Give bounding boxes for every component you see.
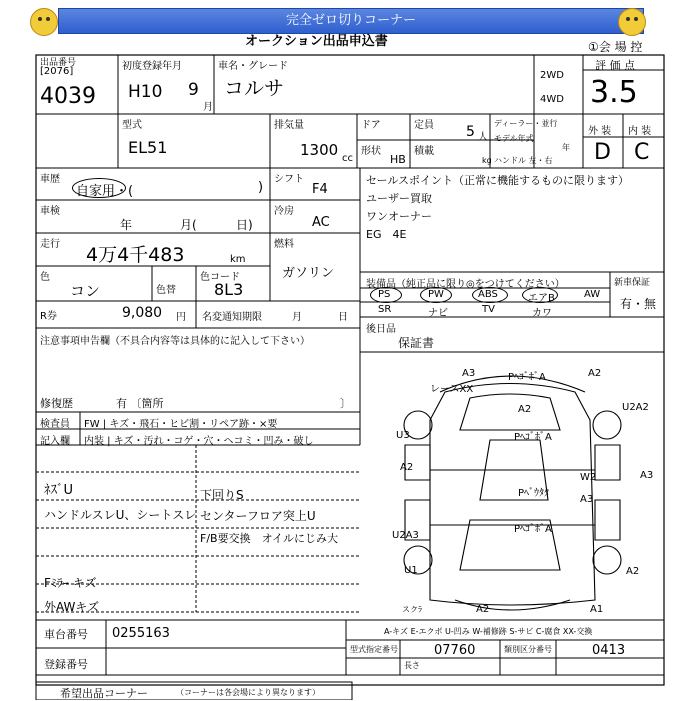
- diagram-mark: A1: [590, 604, 604, 615]
- chassis-value: 0255163: [112, 626, 170, 641]
- repair-label: 修復歴: [40, 397, 73, 410]
- model-label: 型式: [122, 120, 142, 131]
- shift-label: シフト: [274, 174, 304, 185]
- equip-sr: SR: [378, 304, 392, 315]
- usage-label: 車歴: [40, 174, 60, 185]
- seats-unit: 人: [478, 132, 488, 143]
- chassis-label: 車台番号: [44, 628, 88, 641]
- length-label: 長さ: [404, 661, 420, 670]
- diagram-mark: A2: [400, 462, 414, 473]
- reg-era: H10: [128, 82, 163, 102]
- fuel-label: 燃料: [274, 239, 294, 250]
- ac-value: AC: [312, 215, 330, 230]
- remark: Fﾐﾗｰ キズ: [44, 576, 97, 590]
- tax-month: 月: [292, 312, 302, 323]
- fuel-value: ガソリン: [282, 266, 335, 281]
- repair-value: 有 〔箇所: [116, 397, 164, 410]
- form-subtitle: オークション出品申込書: [245, 34, 388, 49]
- diagram-mark: W2: [580, 472, 597, 483]
- shape-value: HB: [390, 153, 406, 166]
- checker-row1: FW | キズ・飛石・ヒビ割・リペア跡・×要: [84, 419, 278, 430]
- diagram-mark: Pﾍﾞｳﾀﾀ: [518, 488, 550, 499]
- equip-aw: AW: [584, 289, 601, 300]
- drive-4wd: 4WD: [540, 94, 564, 105]
- ps-circle: [370, 287, 402, 303]
- diagram-mark: PﾍｺﾞﾎﾞA: [514, 524, 552, 535]
- int-grade: C: [634, 140, 650, 165]
- checker-label2: 記入欄: [40, 436, 70, 447]
- load-unit: kg: [482, 156, 492, 165]
- diagram-mark: U3: [396, 430, 410, 441]
- diagram-mark: A2: [476, 604, 490, 615]
- equip-pw: PW: [428, 289, 444, 300]
- seats-label: 定員: [414, 120, 434, 131]
- ext-grade: D: [594, 140, 611, 165]
- mileage-label: 走行: [40, 239, 60, 250]
- diagram-mark: A3: [640, 470, 654, 481]
- color-label: 色: [40, 272, 50, 283]
- shift-value: F4: [312, 182, 328, 197]
- drive-2wd: 2WD: [540, 70, 564, 81]
- reg-month: 9: [188, 80, 199, 100]
- corner-title: 完全ゼロ切りコーナー: [58, 8, 644, 34]
- equip-abs: ABS: [478, 289, 498, 300]
- equip-ps: PS: [378, 289, 391, 300]
- seats-value: 5: [466, 124, 475, 140]
- inspection-day: 日): [236, 218, 253, 232]
- wish-note: （コーナーは各会場により異なります）: [176, 688, 320, 697]
- car-label: 車名・グレード: [218, 61, 288, 72]
- remark: ハンドルスレU、シートスレ: [44, 508, 197, 522]
- mileage-unit: km: [230, 254, 246, 265]
- ext-label: 外 装: [588, 126, 612, 137]
- plate-label: 登録番号: [44, 658, 88, 671]
- docs-value: 保証書: [398, 336, 435, 350]
- diagram-mark: スクﾗ: [402, 605, 422, 614]
- mileage-value: 4万4千483: [86, 244, 185, 266]
- equip-kawa: カワ: [532, 308, 552, 319]
- new-warranty-label: 新車保証: [614, 278, 651, 288]
- lot-code: [2076]: [40, 66, 74, 77]
- inspection-label: 車検: [40, 206, 60, 217]
- diagram-mark: PﾍｺﾞﾎﾞA: [508, 372, 546, 383]
- spec-label: 型式指定番号: [350, 645, 398, 654]
- color-code: 8L3: [214, 280, 244, 299]
- dealer-label: ディーラー・並行: [494, 119, 558, 128]
- tax-day: 日: [338, 312, 348, 323]
- diagram-mark: A3: [580, 494, 594, 505]
- diagram-mark: A3: [462, 368, 476, 379]
- price-unit: 円: [176, 312, 186, 323]
- sales-label: セールスポイント（正常に機能するものに限ります）: [366, 174, 630, 187]
- handle-label: ハンドル 左・右: [494, 156, 553, 165]
- legend-text: A-キズ E-エクボ U-凹み W-補修跡 S-サビ C-腐食 XX-交換: [384, 627, 593, 636]
- wish-label: 希望出品コーナー: [60, 687, 148, 700]
- diagram-mark: U1: [404, 565, 418, 576]
- car-diagram: [404, 376, 621, 610]
- remark: センターフロア突上U: [200, 509, 316, 523]
- spec-value: 07760: [434, 643, 476, 658]
- diagram-mark: A2: [588, 368, 602, 379]
- sales-item: ワンオーナー: [366, 210, 432, 223]
- remark: 下回りS: [200, 488, 244, 502]
- model-value: EL51: [128, 138, 168, 157]
- tax-label: 名変通知期限: [202, 312, 262, 323]
- year-unit: 年: [562, 143, 570, 152]
- price-label: R券: [40, 311, 57, 322]
- diagram-mark: U2A3: [392, 530, 419, 541]
- usage-value: 自家用・(: [76, 184, 134, 199]
- equip-navi: ナビ: [428, 308, 448, 319]
- load-label: 積載: [414, 146, 434, 157]
- grade-label: 評 価 点: [595, 59, 635, 72]
- usage-close: ): [258, 180, 264, 195]
- pw-circle: [420, 287, 452, 303]
- model-year-label: モデル年式: [494, 134, 534, 143]
- sales-item: ユーザー買取: [366, 192, 432, 205]
- usage-circle: [72, 178, 126, 198]
- sales-item: EG 4E: [366, 228, 407, 241]
- abs-circle: [472, 287, 508, 303]
- checker-row2: 内装 | キズ・汚れ・コゲ・穴・ヘコミ・凹み・破し: [84, 436, 314, 447]
- disp-value: 1300: [300, 141, 339, 159]
- reg-month-unit: 月: [203, 102, 213, 113]
- equip-airbag: エアB: [528, 293, 555, 304]
- cat-value: 0413: [592, 643, 626, 658]
- color-swap-label: 色替: [156, 285, 176, 296]
- airbag-circle: [522, 287, 558, 303]
- inspection-month: 月(: [180, 218, 197, 232]
- doors-label: ドア: [361, 120, 381, 131]
- disp-unit: cc: [342, 153, 353, 164]
- remark: F/B要交換 オイルにじみ大: [200, 532, 339, 545]
- price-value: 9,080: [122, 305, 163, 321]
- car-name: コルサ: [224, 76, 284, 100]
- color-value: コン: [70, 282, 101, 300]
- repair-close: 〕: [340, 397, 351, 410]
- remark: 外AWキズ: [44, 600, 100, 614]
- lot-label: 出品番号: [40, 58, 77, 68]
- notes-label: 注意事項申告欄（不具合内容等は具体的に記入して下さい）: [40, 336, 310, 347]
- diagram-mark: A2: [518, 404, 532, 415]
- diagram-mark: PﾍｺﾞﾎﾞA: [514, 432, 552, 443]
- docs-label: 後日品: [366, 324, 396, 335]
- cat-label: 類別区分番号: [504, 645, 552, 654]
- ac-label: 冷房: [274, 206, 294, 217]
- remark: ﾈｽﾞU: [44, 483, 74, 498]
- new-warranty-value: 有・無: [620, 297, 657, 311]
- equip-label: 装備品（純正品に限り◎をつけてください）: [366, 279, 565, 290]
- venue-label: ①会 場 控: [588, 40, 643, 54]
- diagram-mark: U2A2: [622, 402, 649, 413]
- disp-label: 排気量: [274, 120, 304, 131]
- color-code-label: 色コード: [200, 272, 240, 283]
- lot-number: 4039: [40, 84, 96, 109]
- inspection-year: 年: [120, 218, 133, 232]
- int-label: 内 装: [628, 126, 652, 137]
- reg-label: 初度登録年月: [122, 61, 182, 72]
- diagram-mark: A2: [626, 566, 640, 577]
- checker-label: 検査員: [40, 419, 70, 430]
- grade-score: 3.5: [590, 75, 638, 110]
- diagram-mark: レースXX: [430, 384, 474, 395]
- equip-tv: TV: [482, 304, 495, 315]
- shape-label: 形状: [361, 146, 381, 157]
